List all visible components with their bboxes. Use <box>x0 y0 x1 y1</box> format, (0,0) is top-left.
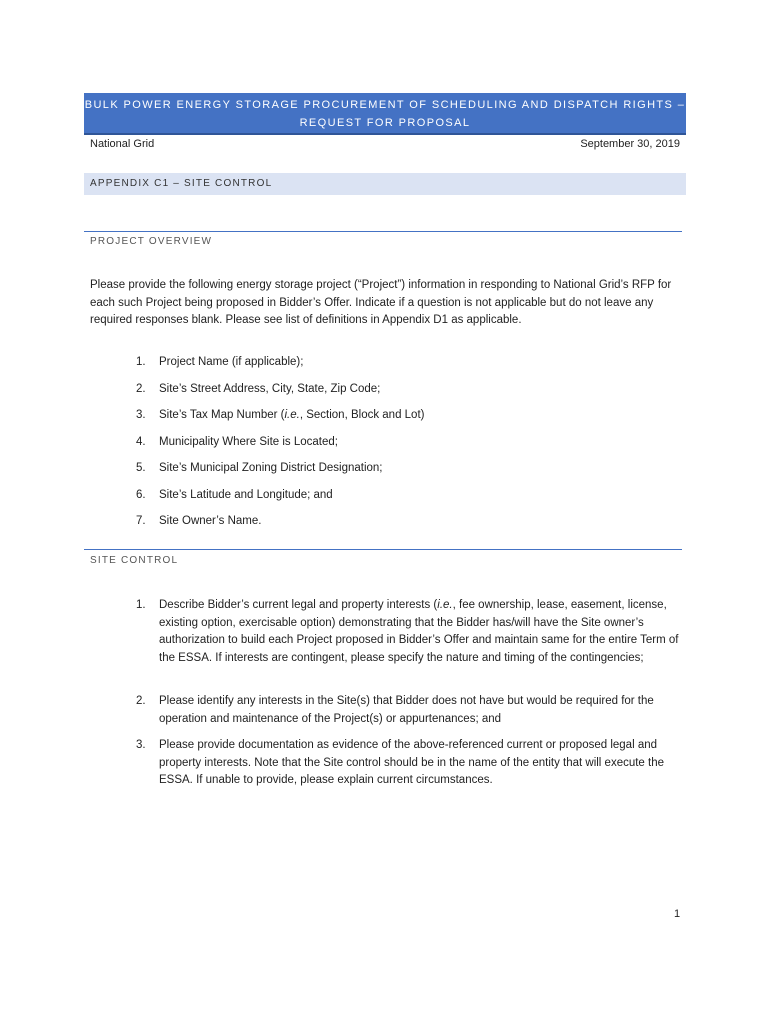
list-item <box>0 737 770 797</box>
list-number: 2. <box>136 695 146 707</box>
project-overview-intro: Please provide the following energy storage project (“Project”) information in responding to National Grid’s RFP for each such Project being proposed in Bidder’s Offer. Indicate if a question is not applicable but do not leave any required responses blank. Please see list of definitions in Appendix D1 as applicable. <box>90 279 672 326</box>
list-item <box>0 434 770 461</box>
text-segment: , fee ownership, lease, easement, license, existing option, exercisable option) demonstrating that the Bidder has/will have the Site owner’s authorization to build each Project proposed in Bidder’s Offer and maintain same for the entire Term of the ESSA. If interests are contingent, please specify the nature and timing of the contingencies; <box>159 599 679 664</box>
list-item <box>0 597 770 693</box>
list-number: 1. <box>136 599 146 611</box>
list-text: Site’s Street Address, City, State, Zip Code; <box>159 382 381 395</box>
list-text: Please provide documentation as evidence of the above-referenced current or proposed legal and property interests. Note that the Site control should be in the name of the entity that will execute the ESSA. If unable to provide, please explain current circumstances. <box>159 739 665 786</box>
list-number: 3. <box>136 409 146 421</box>
list-text: Site Owner’s Name. <box>159 515 262 527</box>
section-divider <box>84 231 682 232</box>
list-text: Site’s Municipal Zoning District Designation; <box>159 462 383 474</box>
title-line-1: BULK POWER ENERGY STORAGE PROCUREMENT OF SCHEDULING AND DISPATCH RIGHTS – <box>84 99 686 111</box>
list-text <box>159 407 679 425</box>
appendix-heading: APPENDIX C1 – SITE CONTROL <box>84 173 686 195</box>
project-info-list <box>0 354 770 540</box>
title-line-2: REQUEST FOR PROPOSAL <box>299 117 471 129</box>
document-date: September 30, 2019 <box>580 138 680 150</box>
project-overview-heading: PROJECT OVERVIEW <box>90 236 213 247</box>
list-item <box>0 513 770 540</box>
list-item <box>0 693 770 737</box>
list-number: 1. <box>136 356 146 368</box>
page-number: 1 <box>674 908 681 920</box>
list-number: 6. <box>136 488 146 501</box>
site-control-heading: SITE CONTROL <box>90 555 179 566</box>
list-text: Site’s Latitude and Longitude; and <box>159 488 333 501</box>
list-text: Project Name (if applicable); <box>159 356 304 368</box>
list-item <box>0 487 770 514</box>
site-control-list <box>0 597 770 797</box>
list-text: Municipality Where Site is Located; <box>159 435 338 448</box>
list-item <box>0 354 770 381</box>
text-segment: , Section, Block and Lot) <box>299 409 425 421</box>
list-number: 7. <box>136 515 146 527</box>
list-number: 4. <box>136 435 146 448</box>
company-name: National Grid <box>90 138 155 150</box>
text-segment: Describe Bidder’s current legal and property interests ( <box>159 599 438 611</box>
section-divider <box>84 549 682 550</box>
italic-text: i.e. <box>437 599 453 611</box>
italic-text: i.e. <box>284 409 300 421</box>
list-number: 3. <box>136 739 146 751</box>
list-item <box>0 381 770 408</box>
title-banner <box>84 93 686 135</box>
text-segment: Site’s Tax Map Number ( <box>159 409 285 421</box>
list-text <box>159 597 679 667</box>
list-number: 5. <box>136 462 146 474</box>
list-item <box>0 407 770 434</box>
list-number: 2. <box>136 382 146 395</box>
list-item <box>0 460 770 487</box>
list-text: Please identify any interests in the Site(s) that Bidder does not have but would be required for the operation and maintenance of the Project(s) or appurtenances; and <box>159 695 654 725</box>
